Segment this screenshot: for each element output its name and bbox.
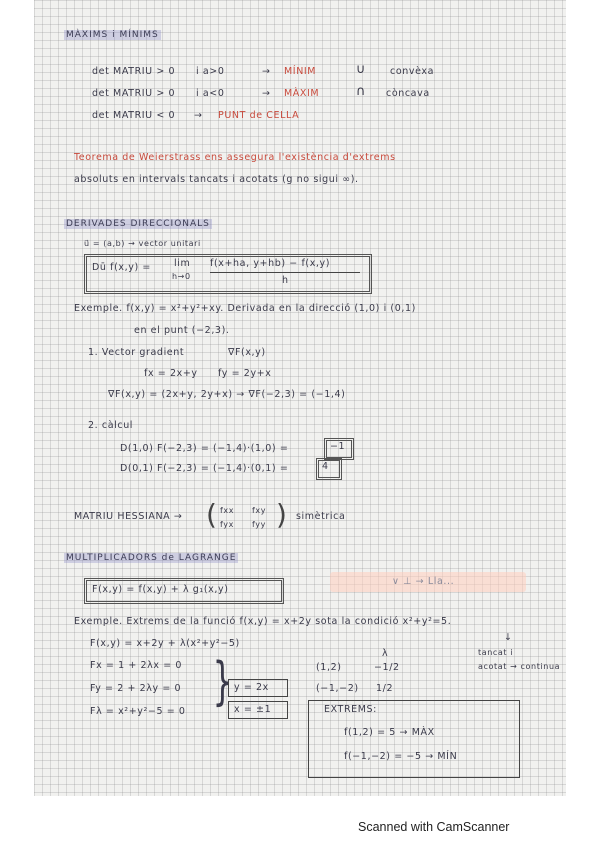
- hessian-paren-left: (: [206, 498, 217, 531]
- section-title-derivades: DERIVADES DIRECCIONALS: [66, 219, 210, 229]
- hessian-fyx: fyx: [220, 520, 234, 529]
- derivative-d10: D(1,0) F(−2,3) = (−1,4)·(1,0) =: [120, 443, 289, 454]
- equation-fx: Fx = 1 + 2λx = 0: [90, 660, 183, 671]
- lambda-2: 1/2: [376, 683, 394, 694]
- hessian-fxx: fxx: [220, 506, 235, 515]
- solution-y: y = 2x: [234, 682, 269, 693]
- cond-row-1: det MATRIU > 0: [92, 66, 176, 77]
- result-row-2: MÀXIM: [284, 88, 320, 99]
- equation-flambda: Fλ = x²+y²−5 = 0: [90, 706, 186, 717]
- maximum-result: f(1,2) = 5 → MÀX: [344, 727, 435, 738]
- notebook-page: [34, 0, 566, 796]
- weierstrass-line-2: absoluts en intervals tancats i acotats (g no sigui ∞).: [74, 174, 359, 185]
- annotation-closed: tancat i: [478, 648, 514, 657]
- formula-lim: lim: [174, 258, 191, 269]
- convex-symbol: ∪: [356, 62, 367, 77]
- extrems-label: EXTREMS:: [324, 704, 377, 715]
- shape-row-1: convèxa: [390, 66, 434, 77]
- annotation-bounded: acotat → continua: [478, 662, 561, 671]
- partial-fx: fx = 2x+y: [144, 368, 198, 379]
- result-box-d01: [316, 458, 342, 480]
- lagrangian-function: F(x,y) = x+2y + λ(x²+y²−5): [90, 638, 240, 649]
- partial-fy: fy = 2y+x: [218, 368, 272, 379]
- annotation-arrow: ↓: [504, 632, 513, 643]
- formula-denominator: h: [282, 275, 289, 286]
- weierstrass-line-1: Teorema de Weierstrass ens assegura l'existència d'extrems: [74, 152, 396, 163]
- hessian-fxy: fxy: [252, 506, 267, 515]
- cond-row-2: det MATRIU > 0: [92, 88, 176, 99]
- faded-note: ∨ ⊥ → Lla...: [392, 576, 455, 587]
- lagrange-example: Exemple. Extrems de la funció f(x,y) = x+2y sota la condició x²+y²=5.: [74, 616, 452, 627]
- hessian-paren-right: ): [276, 498, 287, 531]
- lagrange-formula: F(x,y) = f(x,y) + λ g₁(x,y): [92, 584, 229, 595]
- cond-row-3: det MATRIU < 0: [92, 110, 176, 121]
- shape-row-2: còncava: [386, 88, 430, 99]
- section-title-lagrange: MULTIPLICADORS de LAGRANGE: [66, 553, 237, 563]
- result-row-3: PUNT de CELLA: [218, 110, 300, 121]
- result-d10: −1: [330, 441, 346, 452]
- hessian-label: MATRIU HESSIANA →: [74, 511, 183, 522]
- formula-lim-sub: h→0: [172, 272, 191, 281]
- derivades-example-line-1: Exemple. f(x,y) = x²+y²+xy. Derivada en la direcció (1,0) i (0,1): [74, 303, 416, 314]
- solution-x: x = ±1: [234, 704, 272, 715]
- formula-lhs: Dū f(x,y) =: [92, 262, 151, 273]
- derivades-example-line-2: en el punt (−2,3).: [134, 325, 230, 336]
- cond-row-2-mid: i a<0: [196, 88, 225, 99]
- section-title-maxims: MÀXIMS i MÍNIMS: [66, 30, 159, 40]
- system-brace: }: [212, 652, 233, 712]
- unit-vector-def: u⃗ = (a,b) → vector unitari: [84, 239, 201, 248]
- step-2-title: 2. càlcul: [88, 420, 134, 431]
- formula-numerator: f(x+ha, y+hb) − f(x,y): [210, 258, 331, 269]
- scanner-watermark: Scanned with CamScanner: [358, 820, 510, 834]
- lambda-header: λ: [382, 648, 389, 659]
- critical-point-1: (1,2): [316, 662, 342, 673]
- fraction-bar: [210, 272, 360, 273]
- gradient-symbol: ∇F(x,y): [228, 347, 266, 358]
- cond-row-1-mid: i a>0: [196, 66, 225, 77]
- equation-fy: Fy = 2 + 2λy = 0: [90, 683, 182, 694]
- arrow-row-1: →: [262, 66, 271, 77]
- gradient-evaluation: ∇F(x,y) = (2x+y, 2y+x) → ∇F(−2,3) = (−1,4): [108, 389, 346, 400]
- result-row-1: MÍNIM: [284, 66, 317, 77]
- minimum-result: f(−1,−2) = −5 → MÍN: [344, 751, 458, 762]
- hessian-fyy: fyy: [252, 520, 266, 529]
- critical-point-2: (−1,−2): [316, 683, 359, 694]
- concave-symbol: ∩: [356, 84, 367, 99]
- result-d01: 4: [322, 461, 329, 472]
- hessian-note: simètrica: [296, 511, 346, 522]
- derivative-d01: D(0,1) F(−2,3) = (−1,4)·(0,1) =: [120, 463, 289, 474]
- step-1-title: 1. Vector gradient: [88, 347, 185, 358]
- lambda-1: −1/2: [374, 662, 400, 673]
- arrow-row-3: →: [194, 110, 203, 121]
- arrow-row-2: →: [262, 88, 271, 99]
